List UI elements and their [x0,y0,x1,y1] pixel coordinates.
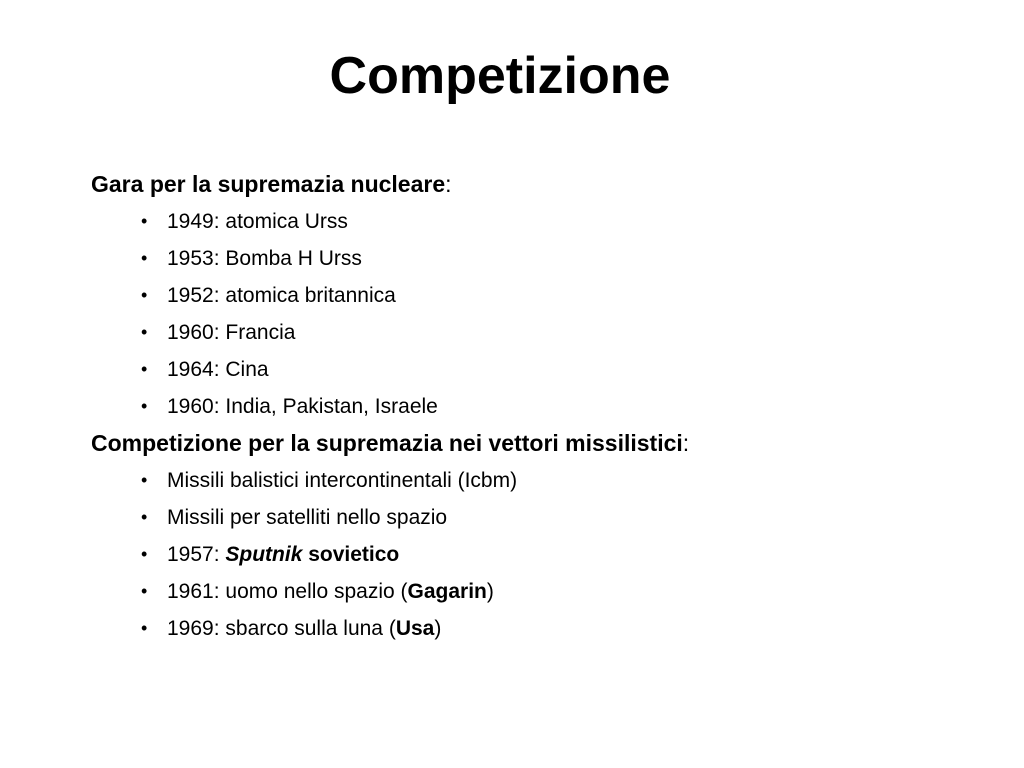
bullet-icon: • [141,396,148,416]
list-item-suffix: ) [486,580,494,603]
section-heading-nuclear [91,166,991,203]
list-item-text: 1960: India, Pakistan, Israele [167,395,438,418]
missiles-list [91,462,991,647]
list-item-text: 1952: atomica britannica [167,284,396,307]
list-item-prefix: 1961: uomo nello spazio ( [167,580,408,603]
nuclear-list [91,203,991,425]
bullet-icon: • [141,544,148,564]
list-item [141,314,991,351]
bullet-icon: • [141,507,148,527]
list-item-suffix: ) [434,617,442,640]
list-item-text: Missili balistici intercontinentali (Icbm) [167,469,518,492]
list-item [141,277,991,314]
bullet-icon: • [141,248,148,268]
bullet-icon: • [141,581,148,601]
list-item-text: Missili per satelliti nello spazio [167,506,448,529]
gagarin-emphasis: Gagarin [407,580,487,603]
slide-body [91,166,991,647]
bullet-icon: • [141,618,148,638]
bullet-icon: • [141,359,148,379]
list-item-prefix: 1957: [167,543,226,566]
sovietico-emphasis: sovietico [302,543,400,566]
list-item-text: 1960: Francia [167,321,296,344]
section-heading-colon: : [445,171,452,197]
slide-title: Competizione [329,47,671,105]
list-item [141,388,991,425]
section-heading-text: Competizione per la supremazia nei vettori missilistici [91,430,683,456]
bullet-icon: • [141,211,148,231]
section-heading-colon: : [682,430,690,456]
list-item [141,240,991,277]
list-item [141,536,991,573]
list-item [141,573,991,610]
list-item [141,499,991,536]
section-heading-text: Gara per la supremazia nucleare [91,171,446,197]
bullet-icon: • [141,285,148,305]
bullet-icon: • [141,322,148,342]
section-heading-missiles [91,425,991,462]
sputnik-emphasis: Sputnik [225,543,303,566]
list-item [141,610,991,647]
list-item [141,203,991,240]
bullet-icon: • [141,470,148,490]
list-item-text: 1949: atomica Urss [167,210,348,233]
list-item-prefix: 1969: sbarco sulla luna ( [167,617,396,640]
list-item [141,351,991,388]
list-item-text: 1953: Bomba H Urss [167,247,362,270]
list-item-text: 1964: Cina [167,358,269,381]
list-item [141,462,991,499]
usa-emphasis: Usa [395,617,435,640]
